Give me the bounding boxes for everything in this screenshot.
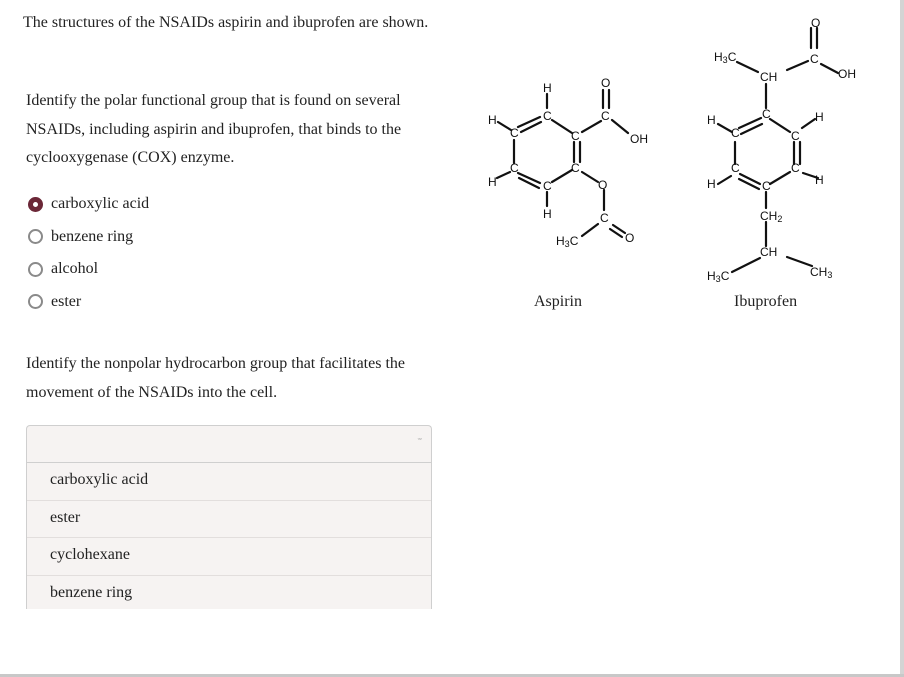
svg-text:C: C	[810, 52, 819, 66]
svg-text:C: C	[571, 129, 580, 143]
dropdown-selected-field[interactable]	[27, 426, 431, 463]
window-right-border	[900, 0, 904, 677]
svg-text:H3C: H3C	[707, 269, 730, 284]
aspirin-structure	[470, 60, 670, 260]
option-label: alcohol	[51, 260, 99, 278]
svg-text:CH3: CH3	[810, 265, 833, 280]
svg-text:H: H	[543, 207, 552, 221]
svg-text:O: O	[811, 16, 821, 30]
svg-text:H: H	[815, 110, 824, 124]
atom-label: H	[543, 81, 552, 95]
svg-text:H3C: H3C	[714, 50, 737, 65]
svg-text:C: C	[791, 129, 800, 143]
option-carboxylic-acid[interactable]	[28, 188, 149, 221]
svg-text:C: C	[791, 161, 800, 175]
svg-text:H: H	[488, 175, 497, 189]
svg-text:C: C	[510, 161, 519, 175]
svg-text:H: H	[488, 113, 497, 127]
svg-text:CH: CH	[760, 70, 778, 84]
radio-icon[interactable]	[28, 262, 43, 277]
intro-text: The structures of the NSAIDs aspirin and ibuprofen are shown.	[23, 14, 429, 31]
svg-text:CH: CH	[760, 245, 778, 259]
svg-text:OH: OH	[630, 132, 648, 146]
svg-text:O: O	[625, 231, 635, 245]
option-label: carboxylic acid	[51, 195, 150, 213]
radio-icon[interactable]	[28, 294, 43, 309]
ibuprofen-structure	[690, 0, 900, 290]
svg-text:H: H	[707, 113, 716, 127]
svg-text:C: C	[762, 179, 771, 193]
svg-text:C: C	[543, 179, 552, 193]
svg-text:OH: OH	[838, 67, 856, 81]
svg-text:C: C	[510, 126, 519, 140]
dropdown-option-ester[interactable]: ester	[27, 501, 431, 539]
option-label: benzene ring	[51, 227, 134, 245]
question-1-prompt: Identify the polar functional group that is found on several NSAIDs, including aspirin and ibuprofen, that binds to the cyclooxygenase (COX) enzyme.	[26, 92, 402, 166]
option-benzene-ring[interactable]	[28, 221, 149, 254]
svg-text:CH2: CH2	[760, 209, 783, 224]
svg-text:O: O	[598, 178, 608, 192]
option-alcohol[interactable]	[28, 253, 149, 286]
option-label: ester	[51, 292, 82, 310]
svg-text:H3C: H3C	[556, 234, 579, 249]
dropdown-caret-icon[interactable]: ˇˇ	[417, 437, 421, 446]
radio-icon[interactable]	[28, 229, 43, 244]
svg-text:C: C	[601, 109, 610, 123]
dropdown-option-cyclohexane[interactable]: cyclohexane	[27, 538, 431, 576]
svg-text:C: C	[600, 211, 609, 225]
aspirin-caption: Aspirin	[534, 293, 582, 310]
option-ester[interactable]	[28, 286, 149, 319]
svg-text:C: C	[731, 161, 740, 175]
ibuprofen-caption: Ibuprofen	[734, 293, 798, 310]
svg-text:H: H	[815, 173, 824, 187]
svg-text:C: C	[543, 109, 552, 123]
question-1-options	[28, 188, 149, 318]
radio-selected-icon[interactable]	[28, 197, 43, 212]
svg-text:C: C	[762, 107, 771, 121]
svg-text:C: C	[731, 126, 740, 140]
question-2-prompt: Identify the nonpolar hydrocarbon group that facilitates the movement of the NSAIDs into the cell.	[26, 355, 405, 401]
dropdown-option-carboxylic-acid[interactable]: carboxylic acid	[27, 463, 431, 501]
svg-text:O: O	[601, 76, 611, 90]
svg-text:H: H	[707, 177, 716, 191]
svg-text:C: C	[571, 161, 580, 175]
question-2-dropdown[interactable]	[26, 425, 432, 609]
dropdown-option-benzene-ring[interactable]: benzene ring	[50, 583, 133, 601]
